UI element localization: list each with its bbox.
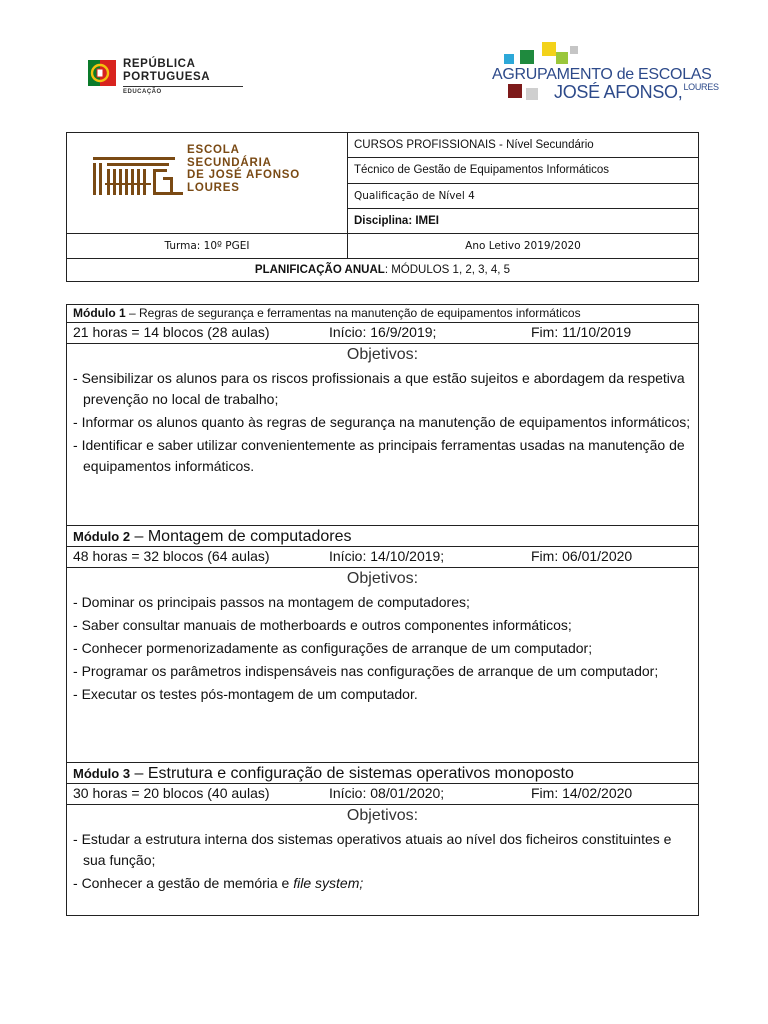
portugal-emblem-icon	[86, 58, 120, 88]
school-building-icon	[93, 155, 185, 197]
agr-square-icon	[508, 84, 522, 98]
republica-portuguesa-logo	[86, 56, 246, 100]
modules-container	[66, 304, 699, 916]
list-item: - Executar os testes pós-montagem de um computador.	[73, 684, 692, 705]
discipline: Disciplina: IMEI	[348, 208, 699, 233]
list-item: - Conhecer pormenorizadamente as configurações de arranque de um computador;	[73, 638, 692, 659]
module-3-hours: 30 horas = 20 blocos (40 aulas)	[73, 785, 270, 801]
agr-square-icon	[504, 54, 514, 64]
list-item: - Sensibilizar os alunos para os riscos profissionais a que estão sujeitos e abordagem da respetiva prevenção no local de trabalho;	[73, 368, 692, 410]
republic-line-1: REPÚBLICA	[123, 58, 196, 70]
agr-square-icon	[526, 88, 538, 100]
module-3-objectives	[67, 805, 698, 915]
agr-square-icon	[570, 46, 578, 54]
qualification-level: Qualificação de Nível 4	[348, 183, 699, 208]
agrupamento-school	[554, 82, 719, 103]
module-3-objectives-heading: Objetivos:	[346, 807, 419, 824]
module-3-objectives-list	[67, 827, 698, 894]
annual-plan-title	[67, 259, 699, 282]
agr-square-icon	[556, 52, 568, 64]
school-name	[187, 144, 300, 194]
module-1-title	[67, 305, 698, 323]
agrupamento-title: AGRUPAMENTO de ESCOLAS	[492, 66, 712, 83]
course-info-table	[66, 132, 699, 282]
module-3-end: Fim: 14/02/2020	[531, 785, 633, 801]
module-2-objectives-list	[67, 590, 698, 705]
plan-title-modules: : MÓDULOS 1, 2, 3, 4, 5	[384, 264, 511, 276]
school-line-3: DE JOSÉ AFONSO	[187, 169, 301, 181]
module-1-objectives-list	[67, 366, 698, 477]
module-2-start: Início: 14/10/2019;	[329, 548, 445, 564]
list-item: - Saber consultar manuais de motherboards e outros componentes informáticos;	[73, 615, 692, 636]
module-2-end: Fim: 06/01/2020	[531, 548, 633, 564]
school-line-1: ESCOLA	[187, 144, 240, 156]
agrupamento-school-town: LOURES	[683, 82, 719, 92]
objective-italic-term: file system;	[293, 875, 364, 891]
school-logo-cell	[67, 133, 348, 234]
module-2-objectives-heading: Objetivos:	[346, 570, 419, 587]
list-item: - Estudar a estrutura interna dos sistemas operativos atuais ao nível dos ficheiros constituintes e sua função;	[73, 829, 692, 871]
module-1-meta	[67, 323, 698, 344]
module-2-title	[67, 525, 698, 547]
agr-square-icon	[542, 42, 556, 56]
module-3-meta	[67, 784, 698, 805]
module-1-end: Fim: 11/10/2019	[531, 324, 632, 340]
school-line-4: LOURES	[187, 181, 240, 194]
school-line-2: SECUNDÁRIA	[187, 156, 272, 169]
agr-square-icon	[520, 50, 534, 64]
objective-text: Conhecer a gestão de memória e	[81, 875, 294, 891]
module-3-tag: Módulo 3	[73, 766, 131, 781]
list-item	[73, 873, 692, 894]
module-2-tag: Módulo 2	[73, 529, 131, 544]
module-2-meta	[67, 547, 698, 568]
module-2-hours: 48 horas = 32 blocos (64 aulas)	[73, 548, 270, 564]
list-item: - Informar os alunos quanto às regras de segurança na manutenção de equipamentos informáticos;	[73, 412, 692, 433]
list-item: - Programar os parâmetros indispensáveis nas configurações de arranque de um computador;	[73, 661, 692, 682]
module-3-name: – Estrutura e configuração de sistemas operativos monoposto	[130, 765, 574, 782]
module-1-tag: Módulo 1	[73, 306, 126, 320]
plan-title-bold: PLANIFICAÇÃO ANUAL	[254, 264, 385, 276]
module-2-objectives	[67, 568, 698, 762]
module-1-start: Início: 16/9/2019;	[329, 324, 437, 340]
module-1-hours: 21 horas = 14 blocos (28 aulas)	[73, 324, 270, 340]
module-3-start: Início: 08/01/2020;	[329, 785, 445, 801]
agrupamento-logo	[492, 40, 719, 108]
list-item: - Dominar os principais passos na montagem de computadores;	[73, 592, 692, 613]
republic-line-2: PORTUGUESA	[123, 70, 211, 83]
class-name: Turma: 10º PGEI	[67, 234, 348, 259]
list-item: - Identificar e saber utilizar convenientemente as principais ferramentas usadas na manutenção de equipamentos informáticos.	[73, 435, 692, 477]
module-1-name: – Regras de segurança e ferramentas na manutenção de equipamentos informáticos	[125, 306, 581, 320]
republic-subtitle: EDUCAÇÃO	[123, 89, 162, 95]
course-specialty: Técnico de Gestão de Equipamentos Informáticos	[348, 158, 699, 183]
school-logo	[67, 133, 347, 233]
republic-divider	[123, 86, 243, 87]
agrupamento-school-name: JOSÉ AFONSO,	[554, 82, 683, 102]
module-3-title	[67, 762, 698, 784]
module-1-objectives	[67, 344, 698, 525]
module-2-name: – Montagem de computadores	[130, 528, 352, 545]
school-year: Ano Letivo 2019/2020	[348, 234, 699, 259]
course-type: CURSOS PROFISSIONAIS - Nível Secundário	[348, 133, 699, 158]
module-1-objectives-heading: Objetivos:	[346, 346, 419, 363]
republica-text	[123, 58, 210, 83]
